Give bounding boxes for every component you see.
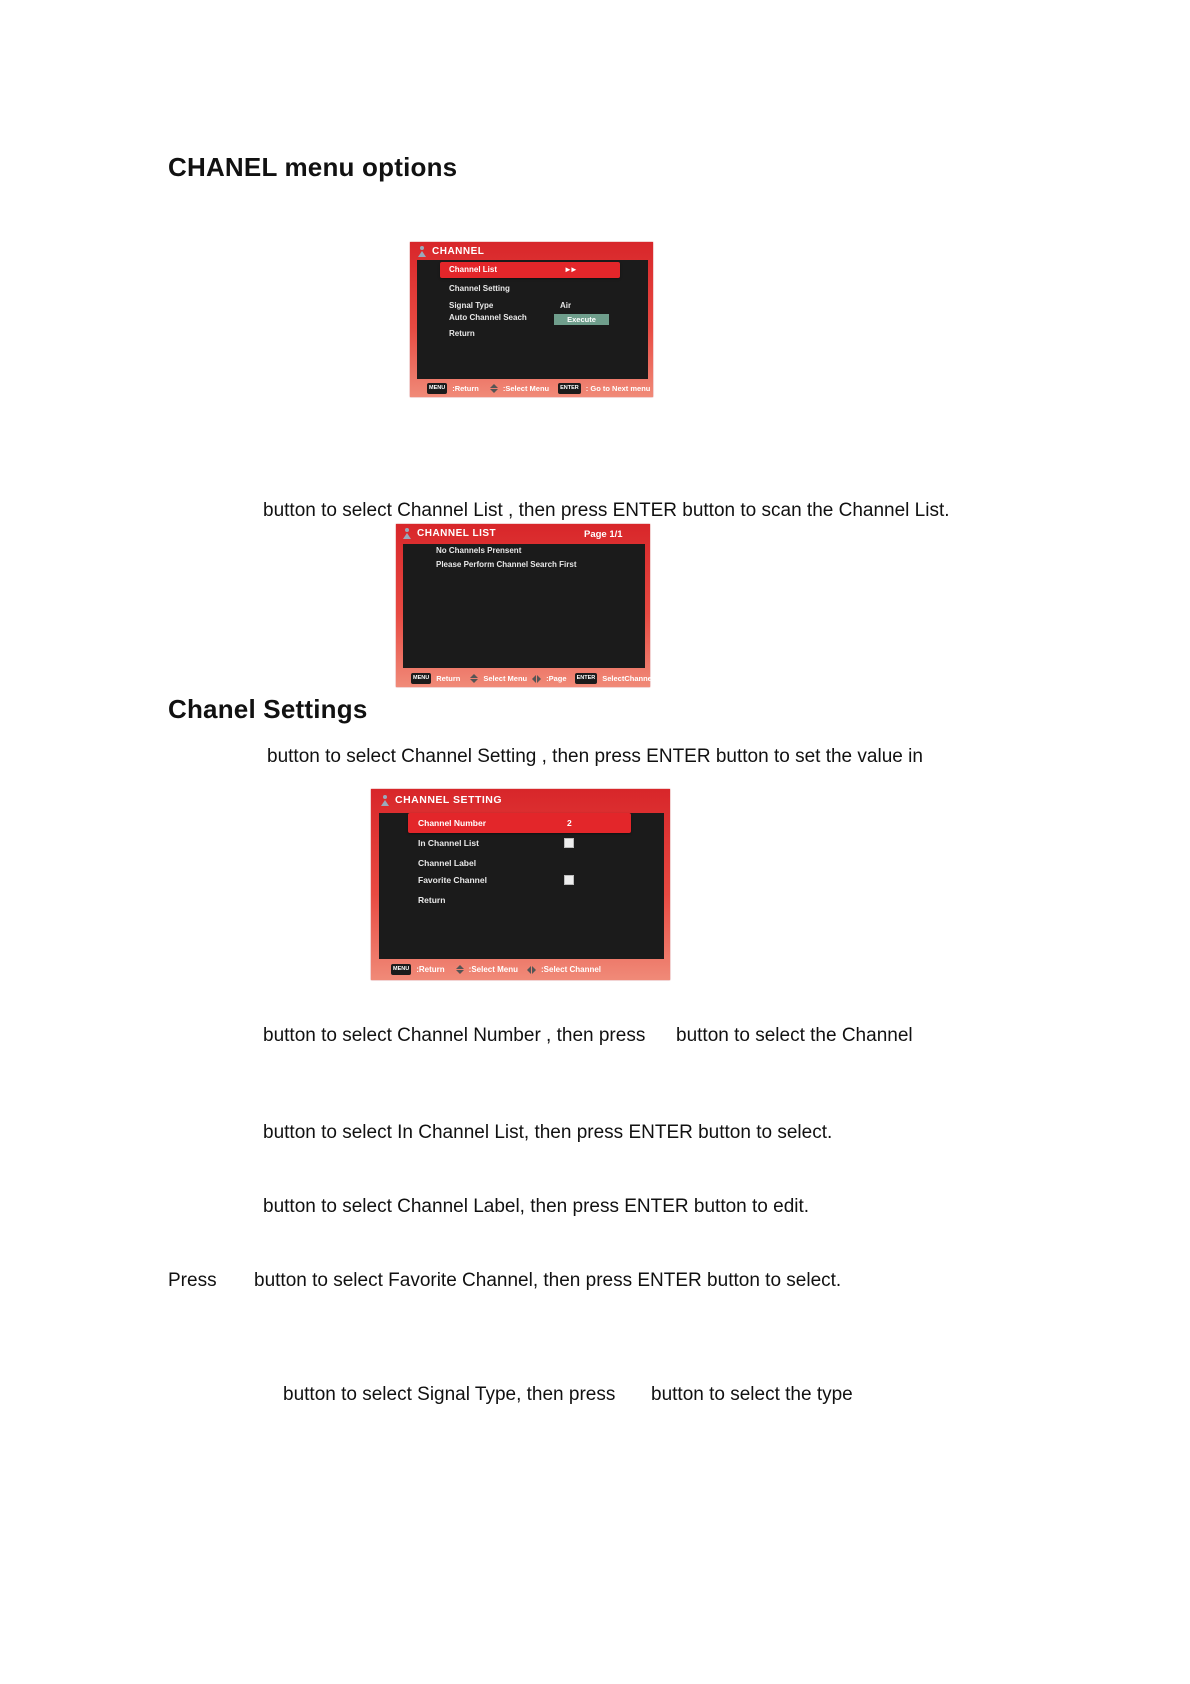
no-channels-message: No Channels Prensent	[436, 546, 522, 555]
menu-item-label: Channel List	[449, 265, 498, 274]
instruction-favorite-channel: button to select Favorite Channel, then press ENTER button to select.	[254, 1270, 842, 1291]
channel-number-value: 2	[567, 818, 572, 828]
heading-channel-menu-options: CHANEL menu options	[168, 152, 458, 182]
antenna-icon	[403, 528, 411, 539]
instruction-channel-setting: button to select Channel Setting , then press ENTER button to set the value in	[267, 746, 923, 767]
osd-channel-menu	[410, 242, 653, 397]
signal-type-value: Air	[560, 301, 572, 310]
osd-channel-list	[396, 524, 654, 687]
footer-page: :Page	[546, 674, 567, 683]
execute-button[interactable]: Execute	[554, 314, 609, 325]
instruction-channel-label: button to select Channel Label, then press ENTER button to edit.	[263, 1196, 810, 1217]
footer-return: Return	[436, 674, 461, 683]
menu-item-channel-number[interactable]	[408, 813, 631, 833]
footer-select-menu: :Select Menu	[502, 384, 550, 393]
perform-search-message: Please Perform Channel Search First	[436, 560, 577, 569]
osd-footer	[427, 383, 650, 394]
enter-key-icon: ENTER	[558, 383, 581, 394]
menu-key-icon: MENU	[427, 383, 447, 394]
footer-select-channel: :Select Channel	[541, 965, 602, 974]
menu-key-icon: MENU	[411, 673, 431, 684]
up-down-icon	[490, 384, 498, 393]
left-right-icon	[532, 675, 541, 683]
menu-item-return[interactable]: Return	[449, 329, 475, 338]
footer-return: :Return	[416, 965, 445, 974]
footer-return: :Return	[452, 384, 479, 393]
menu-item-favorite-channel[interactable]: Favorite Channel	[418, 875, 487, 885]
forward-arrows-icon: ►►	[564, 265, 576, 274]
instruction-signal-type: button to select Signal Type, then press	[283, 1384, 616, 1405]
instruction-in-channel-list: button to select In Channel List, then press ENTER button to select.	[263, 1122, 833, 1143]
footer-select-channel: SelectChannel	[602, 674, 654, 683]
instruction-signal-type-cont: button to select the type	[651, 1384, 853, 1405]
enter-key-icon: ENTER	[575, 673, 598, 684]
osd-footer	[391, 964, 601, 975]
menu-item-channel-setting[interactable]: Channel Setting	[449, 284, 510, 293]
up-down-icon	[470, 674, 478, 683]
menu-item-label: Channel Number	[418, 818, 487, 828]
antenna-icon	[381, 795, 389, 806]
osd-title-text: CHANNEL LIST	[417, 528, 497, 539]
instruction-channel-number: button to select Channel Number , then press	[263, 1025, 646, 1046]
menu-item-auto-channel-search[interactable]: Auto Channel Seach	[449, 313, 527, 322]
antenna-icon	[418, 246, 426, 257]
footer-select-menu: Select Menu	[483, 674, 528, 683]
menu-item-return[interactable]: Return	[418, 895, 446, 905]
page-indicator: Page 1/1	[584, 529, 623, 540]
in-channel-list-checkbox[interactable]	[564, 838, 574, 848]
osd-footer	[411, 673, 654, 684]
osd-screen	[379, 813, 664, 959]
osd-channel-setting-title	[381, 794, 502, 806]
press-label: Press	[168, 1270, 217, 1291]
menu-item-in-channel-list[interactable]: In Channel List	[418, 838, 479, 848]
instruction-channel-list: button to select Channel List , then press ENTER button to scan the Channel List.	[263, 500, 950, 521]
osd-screen	[403, 544, 645, 668]
instruction-channel-number-cont: button to select the Channel	[676, 1025, 913, 1046]
menu-item-channel-label[interactable]: Channel Label	[418, 858, 477, 868]
footer-next-menu: : Go to Next menu	[585, 384, 651, 393]
footer-select-menu: :Select Menu	[468, 965, 518, 974]
osd-screen	[417, 260, 648, 379]
menu-key-icon: MENU	[391, 964, 411, 975]
osd-channel-title	[418, 246, 484, 257]
osd-title-text: CHANNEL SETTING	[395, 794, 503, 806]
osd-channel-setting	[371, 789, 670, 980]
heading-channel-settings: Chanel Settings	[168, 694, 368, 724]
osd-title-text: CHANNEL	[432, 246, 485, 257]
osd-channel-list-title	[403, 528, 496, 539]
left-right-icon	[527, 966, 536, 974]
favorite-channel-checkbox[interactable]	[564, 875, 574, 885]
menu-item-channel-list[interactable]	[440, 262, 620, 278]
menu-item-signal-type[interactable]: Signal Type	[449, 301, 494, 310]
up-down-icon	[456, 965, 464, 974]
